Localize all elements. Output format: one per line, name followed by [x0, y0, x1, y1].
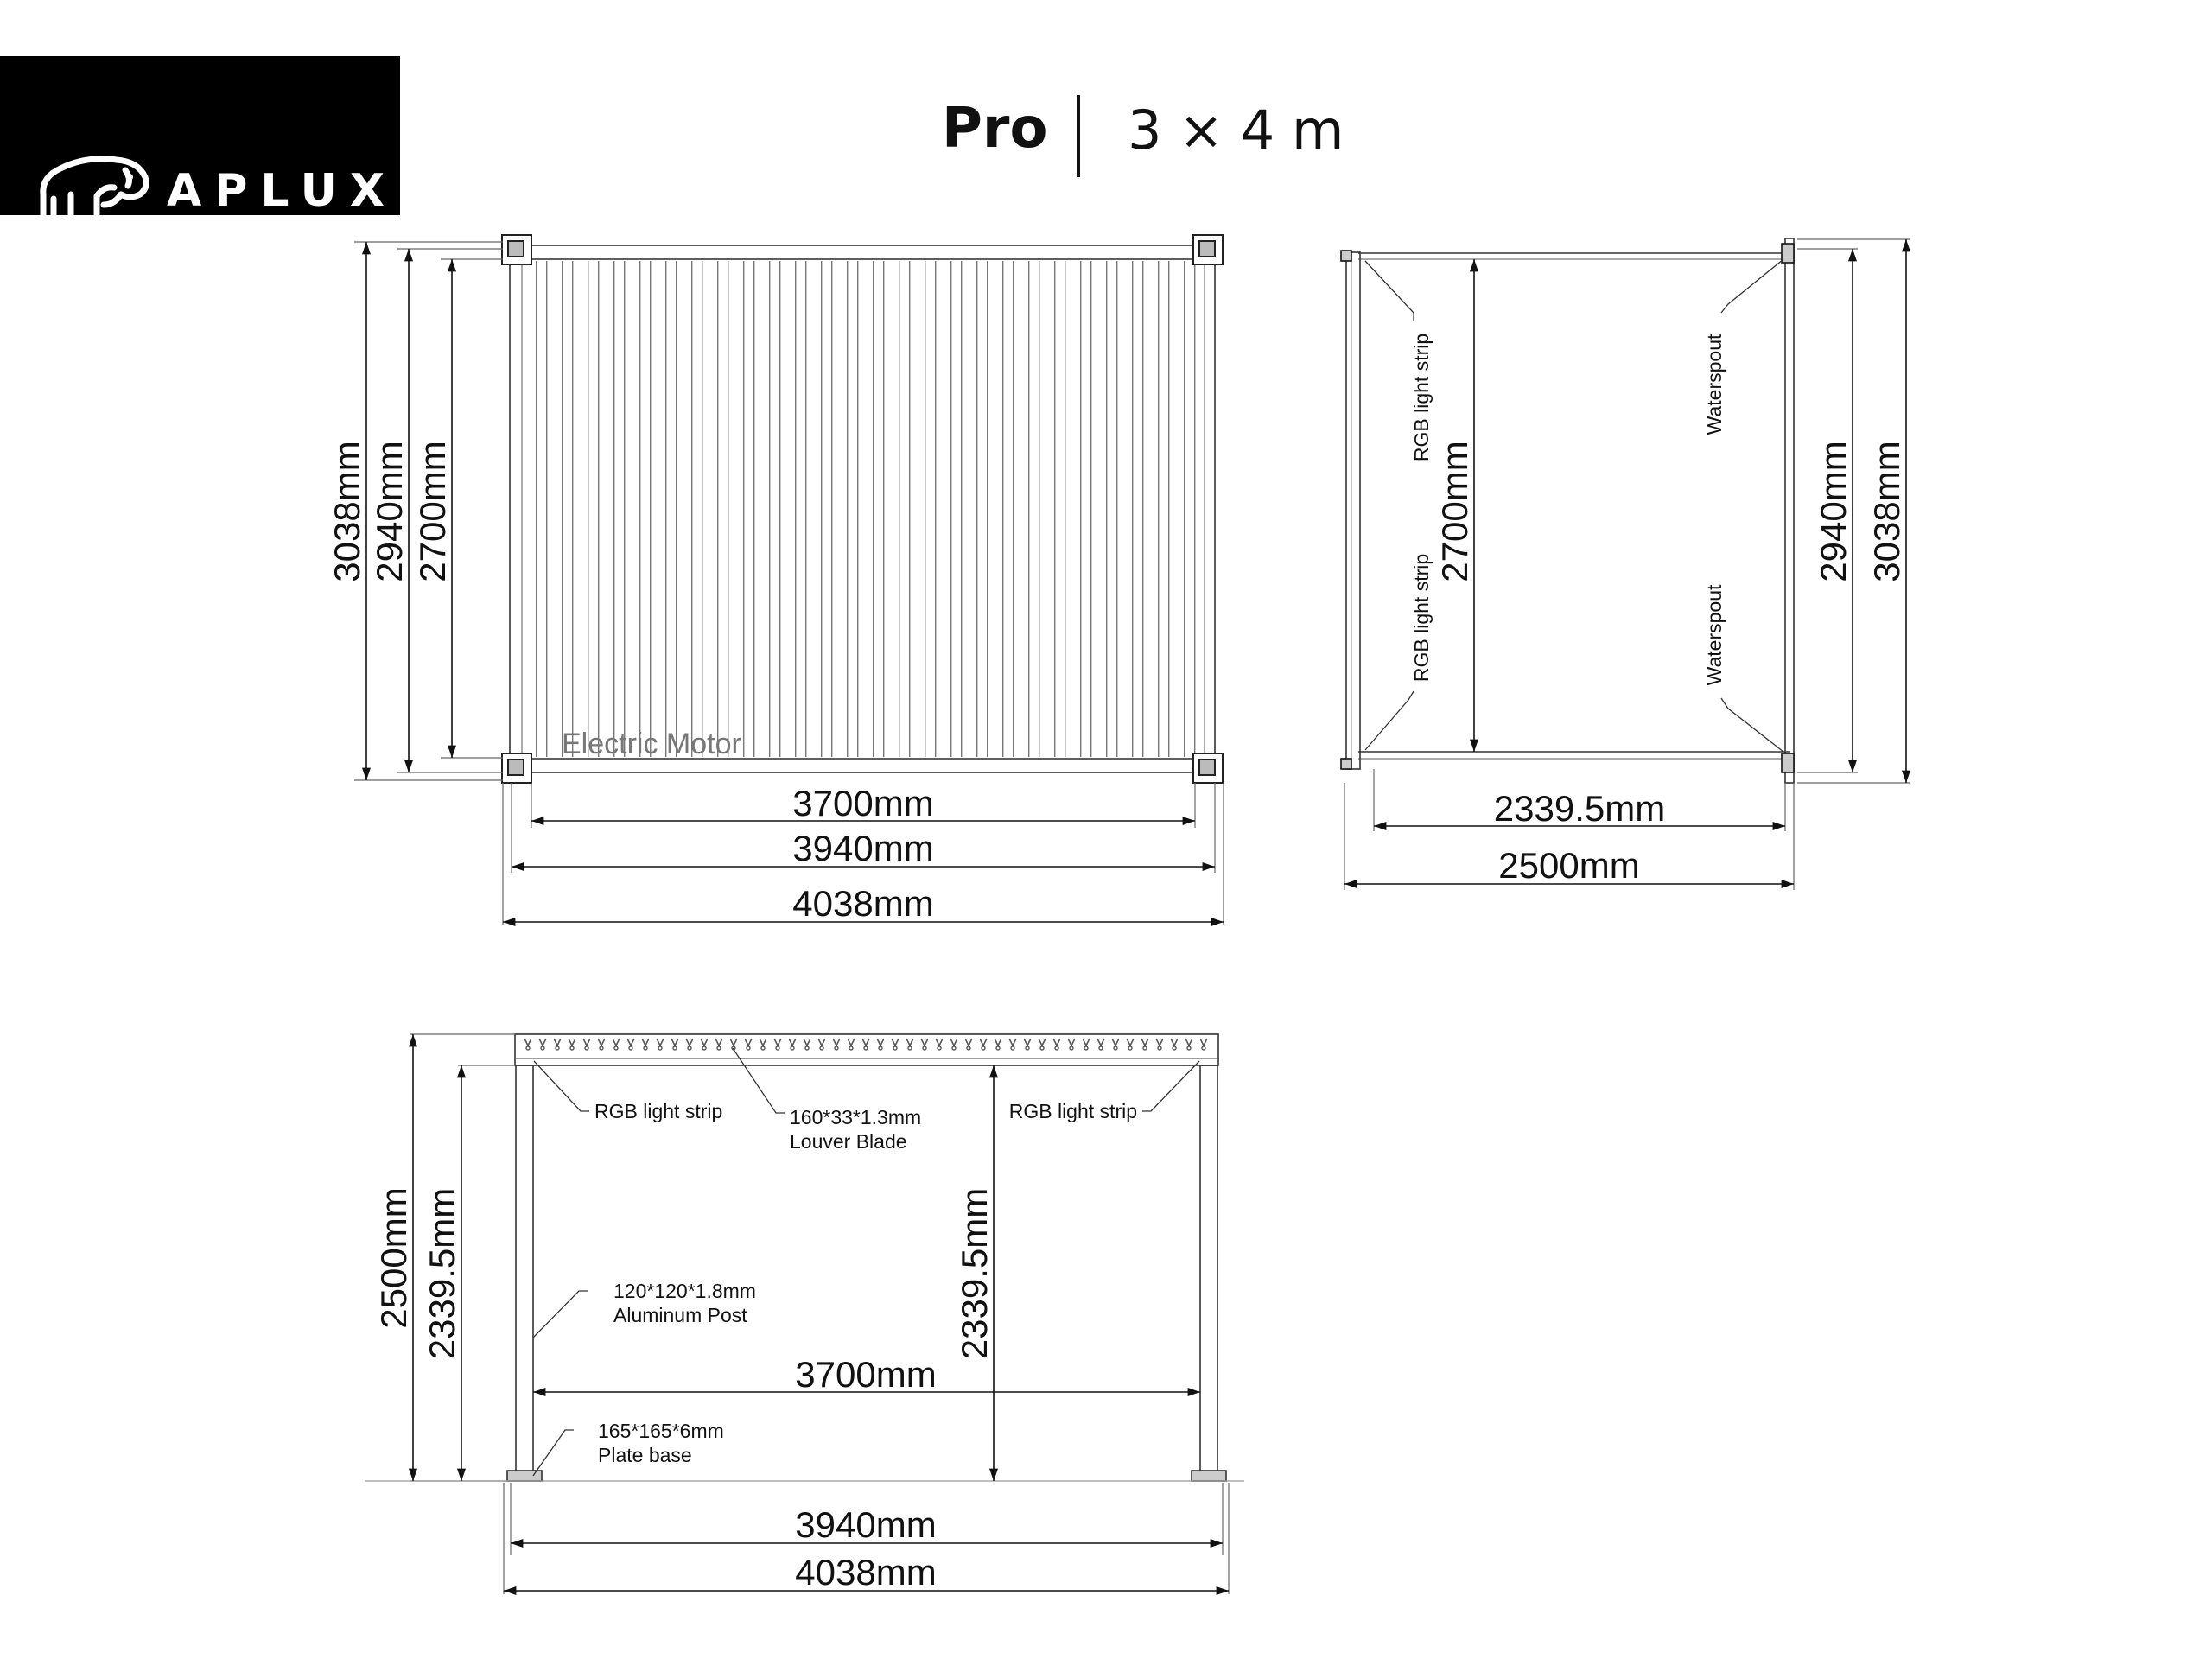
side-dim-2500-label: 2500mm — [1498, 845, 1640, 886]
side-waterspout-lower-label: Waterspout — [1703, 584, 1726, 686]
top-dim-2700-label: 2700mm — [412, 441, 453, 582]
front-dim-3940-label: 3940mm — [795, 1504, 937, 1545]
front-dim-2339-left-label: 2339.5mm — [422, 1187, 462, 1360]
louver-array — [529, 261, 1198, 757]
plate-name-label: Plate base — [598, 1444, 692, 1466]
top-dim-2940-label: 2940mm — [369, 441, 410, 582]
top-dim-3940-label: 3940mm — [792, 828, 934, 868]
side-view-right-beam — [1785, 238, 1794, 783]
front-rgb-strip-right-label: RGB light strip — [1008, 1100, 1137, 1122]
side-dim-2700-label: 2700mm — [1434, 441, 1475, 582]
model-size: 3 × 4 m — [1128, 99, 1344, 162]
side-dim-2339-label: 2339.5mm — [1493, 788, 1666, 829]
front-rgb-strip-left-label: RGB light strip — [594, 1100, 723, 1122]
front-view-right-post — [1200, 1065, 1217, 1478]
front-view-right-plate — [1192, 1471, 1226, 1481]
top-dim-3700-label: 3700mm — [792, 783, 934, 823]
louver-spec-label: 160*33*1.3mm — [790, 1106, 922, 1128]
side-view-left-beam — [1346, 252, 1360, 769]
front-dim-2500-label: 2500mm — [373, 1187, 414, 1329]
front-dim-2339-center-label: 2339.5mm — [954, 1187, 995, 1360]
electric-motor-label: Electric Motor — [562, 728, 741, 760]
front-dim-4038-label: 4038mm — [795, 1552, 937, 1592]
front-view-left-plate — [507, 1471, 542, 1481]
side-rgb-strip-upper-label: RGB light strip — [1410, 333, 1433, 462]
post-name-label: Aluminum Post — [613, 1304, 747, 1326]
top-view — [354, 235, 1224, 925]
side-dim-3038-label: 3038mm — [1866, 441, 1907, 582]
plate-spec-label: 165*165*6mm — [598, 1420, 724, 1442]
front-view-blade-row — [521, 1036, 1212, 1055]
side-dim-2940-label: 2940mm — [1813, 441, 1853, 582]
brand-name: APLUX — [167, 165, 397, 217]
post-spec-label: 120*120*1.8mm — [613, 1280, 756, 1302]
front-view-left-post — [516, 1065, 533, 1478]
louver-name-label: Louver Blade — [790, 1130, 907, 1153]
front-dim-3700-label: 3700mm — [795, 1354, 937, 1395]
top-dim-4038-label: 4038mm — [792, 883, 934, 924]
side-waterspout-upper-label: Waterspout — [1703, 334, 1726, 435]
model-name: Pro — [942, 97, 1048, 161]
side-rgb-strip-lower-label: RGB light strip — [1410, 553, 1433, 683]
top-dim-3038-label: 3038mm — [327, 441, 367, 582]
